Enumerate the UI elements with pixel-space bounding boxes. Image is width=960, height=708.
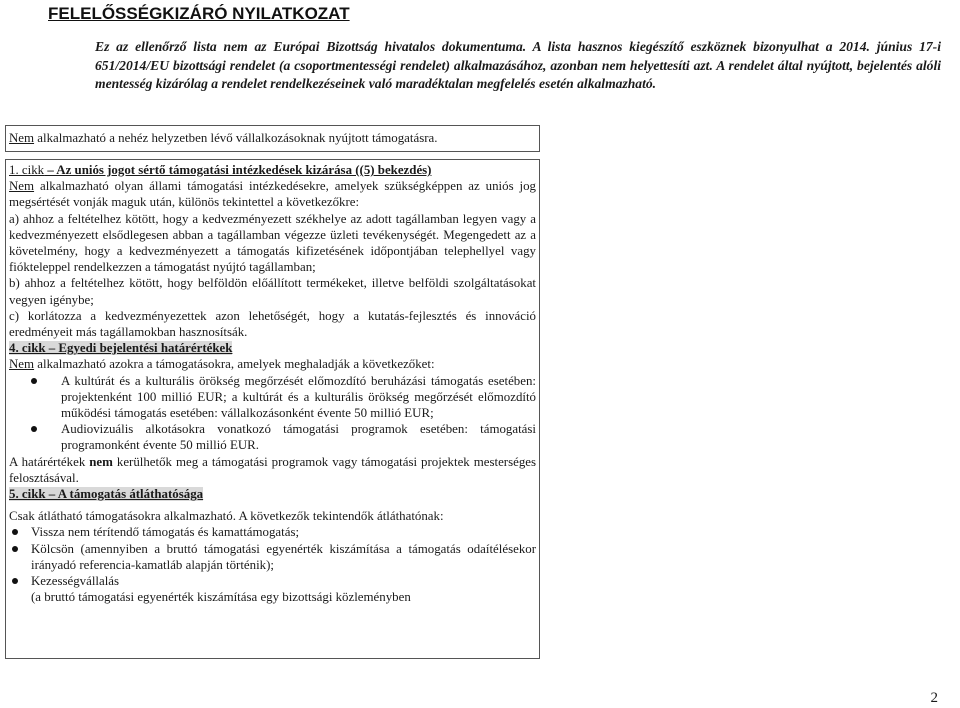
note-pre: A határértékek (9, 454, 90, 469)
difficulty-paragraph (9, 130, 536, 146)
nem-lead: Nem (9, 131, 35, 145)
article-5-list (9, 524, 536, 589)
list-item-text: Kölcsön (amennyiben a bruttó támogatási egyenérték kiszámítása a támogatás odaítélésekor irányadó referencia-kamatláb alapján történik); (31, 541, 536, 572)
bullet-icon (12, 578, 18, 584)
list-item (9, 541, 536, 573)
bullet-icon (31, 378, 37, 384)
difficulty-text: alkalmazható a nehéz helyzetben lévő vállalkozásoknak nyújtott támogatásra. (34, 131, 438, 145)
disclaimer-heading: FELELŐSSÉGKIZÁRÓ NYILATKOZAT (48, 4, 350, 23)
article-5-intro: Csak átlátható támogatásokra alkalmazható. A következők tekintendők átláthatónak: (9, 509, 444, 524)
article-1-intro-text: alkalmazható olyan állami támogatási intézkedésekre, amelyek szükségképpen az uniós jog megsértését vonják maguk után, különös tekintettel a következőkre: (9, 179, 536, 210)
article-1-title-text: – Az uniós jogot sértő támogatási intézkedések kizárása ((5) bekezdés) (44, 163, 432, 177)
article-5-title (9, 486, 536, 502)
article-5-title-text: 5. cikk – A támogatás átláthatósága (9, 487, 204, 502)
nem-lead: Nem (9, 357, 35, 372)
list-item-text: Audiovizuális alkotásokra vonatkozó támogatási programok esetében: támogatási programonként évente 50 millió EUR. (61, 422, 536, 453)
article-1-c: c) korlátozza a kedvezményezettek azon lehetőségét, hogy a kutatás-fejlesztés és innováció eredményeit más tagállamokban hasznosítsák. (9, 308, 536, 340)
list-item (9, 373, 536, 422)
article-4-title-text: 4. cikk – Egyedi bejelentési határértékek (9, 341, 233, 356)
list-item (9, 421, 536, 453)
nem-lead: Nem (9, 179, 35, 194)
article-1-b: b) ahhoz a feltételhez kötött, hogy belföldön előállított termékeket, illetve belföldi szolgáltatásokat vegyen igénybe; (9, 276, 536, 307)
box-difficulty (5, 125, 540, 152)
article-4-intro (9, 356, 536, 372)
page-number: 2 (930, 690, 938, 706)
list-item (9, 524, 536, 540)
article-4-list (9, 373, 536, 454)
list-item-text: Vissza nem térítendő támogatás és kamattámogatás; (31, 525, 300, 540)
article-1-num: 1. cikk (9, 163, 45, 177)
list-item (9, 573, 536, 589)
article-4-note (9, 454, 536, 486)
bullet-icon (12, 546, 18, 552)
list-item-text: Kezességvállalás (31, 574, 120, 589)
article-5-continuation: (a bruttó támogatási egyenérték kiszámítása egy bizottsági közleményben (31, 590, 411, 605)
article-4-intro-text: alkalmazható azokra a támogatásokra, amelyek meghaladják a következőket: (34, 357, 435, 372)
bullet-icon (31, 426, 37, 432)
article-1-title (9, 162, 536, 178)
bullet-icon (12, 529, 18, 535)
article-4-title (9, 340, 536, 356)
note-post: kerülhetők meg a támogatási programok vagy támogatási projektek mesterséges felosztásával. (9, 454, 537, 485)
disclaimer-text: Ez az ellenőrző lista nem az Európai Bizottság hivatalos dokumentuma. A lista hasznos kiegészítő eszköznek bizonyulhat a 2014. június 17-i 651/2014/EU bizottsági rendelet (a csoportmentességi rendelet) alkalmazásához, azonban nem helyettesíti azt. A rendelet által nyújtott, bejelentés alóli mentesség kizárólag a rendelet rendelkezéseinek való maradéktalan megfelelés esetén alkalmazható. (95, 39, 941, 92)
article-1-a: a) ahhoz a feltételhez kötött, hogy a kedvezményezett székhelye az adott tagállamban legyen vagy a kedvezményezett elsődlegesen abban a tagállamban végezze üzleti tevékenységét. Megengedett az a követelmény, hogy a kedvezményezett a támogatás kifizetésének időpontjában telephellyel vagy fiókteleppel rendelkezzen a támogatást nyújtó tagállamban; (9, 211, 536, 275)
box-articles (5, 159, 540, 659)
article-1-intro (9, 178, 536, 210)
list-item-text: A kultúrát és a kulturális örökség megőrzését előmozdító beruházási támogatás esetében: projektenként 100 millió EUR; a kultúrát és a kulturális örökség megőrzését előmozdító működési támogatás esetében: vállalkozásonként évente 50 millió EUR; (61, 373, 536, 421)
note-bold: nem (89, 454, 113, 469)
